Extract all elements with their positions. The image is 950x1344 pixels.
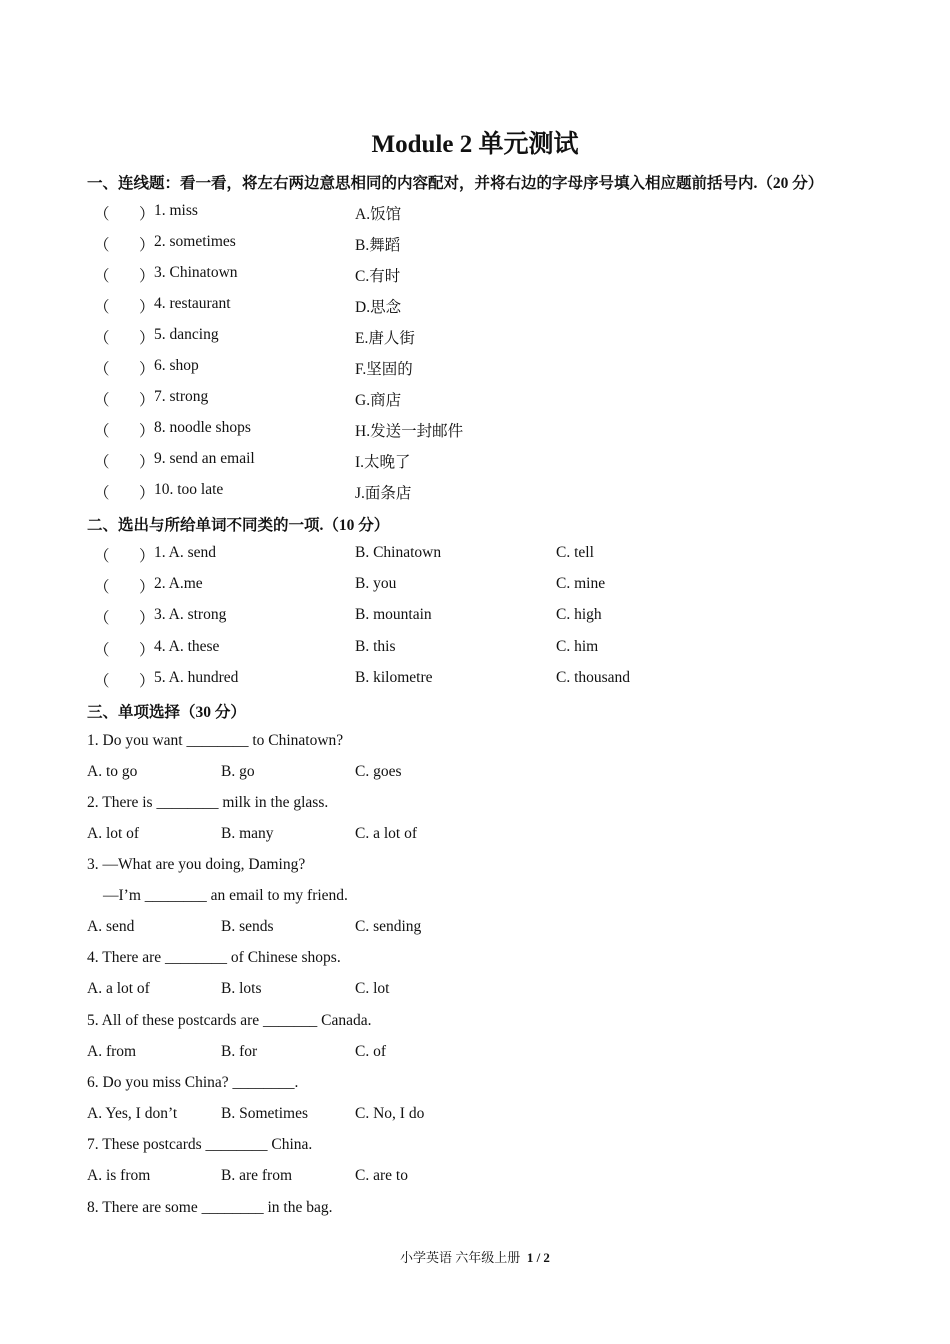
option-a: A. to go bbox=[87, 763, 138, 780]
matching-item: 3. Chinatown bbox=[154, 264, 238, 281]
option-b: B. Sometimes bbox=[221, 1105, 308, 1122]
matching-item: 6. shop bbox=[154, 357, 199, 374]
matching-answer: B.舞蹈 bbox=[355, 237, 401, 254]
question-text: 5. All of these postcards are _______ Canada. bbox=[87, 1012, 372, 1029]
option-b: B. you bbox=[355, 575, 397, 592]
answer-paren-close: ） bbox=[139, 361, 155, 378]
matching-item: 8. noodle shops bbox=[154, 419, 251, 436]
option-a: 3. A. strong bbox=[154, 606, 227, 623]
option-b: B. for bbox=[221, 1043, 258, 1060]
answer-paren-close: ） bbox=[139, 423, 155, 440]
answer-paren-open: （ bbox=[94, 673, 110, 690]
option-c: C. lot bbox=[355, 980, 390, 997]
matching-item: 1. miss bbox=[154, 202, 198, 219]
option-a: A. lot of bbox=[87, 825, 140, 842]
option-c: C. him bbox=[556, 638, 599, 655]
option-c: C. of bbox=[355, 1043, 386, 1060]
answer-paren-close: ） bbox=[139, 579, 155, 596]
option-c: C. No, I do bbox=[355, 1105, 425, 1122]
answer-paren-close: ） bbox=[139, 454, 155, 471]
option-b: B. lots bbox=[221, 980, 262, 997]
option-a: A. a lot of bbox=[87, 980, 150, 997]
option-a: 1. A. send bbox=[154, 544, 216, 561]
answer-paren-open: （ bbox=[94, 642, 110, 659]
answer-paren-open: （ bbox=[94, 361, 110, 378]
answer-paren-open: （ bbox=[94, 485, 110, 502]
question-text: 1. Do you want ________ to Chinatown? bbox=[87, 732, 344, 749]
option-c: C. high bbox=[556, 606, 602, 623]
option-b: B. mountain bbox=[355, 606, 432, 623]
option-c: C. goes bbox=[355, 763, 402, 780]
answer-paren-close: ） bbox=[139, 392, 155, 409]
page-footer bbox=[0, 1247, 950, 1266]
matching-item: 10. too late bbox=[154, 481, 224, 498]
matching-item: 7. strong bbox=[154, 388, 209, 405]
answer-paren-close: ） bbox=[139, 206, 155, 223]
option-c: C. thousand bbox=[556, 669, 631, 686]
answer-paren-open: （ bbox=[94, 579, 110, 596]
question-text-line-2: —I’m ________ an email to my friend. bbox=[103, 887, 348, 904]
question-text: 8. There are some ________ in the bag. bbox=[87, 1199, 333, 1216]
option-a: 2. A.me bbox=[154, 575, 203, 592]
matching-answer: J.面条店 bbox=[355, 485, 412, 502]
option-b: B. go bbox=[221, 763, 255, 780]
matching-answer: G.商店 bbox=[355, 392, 402, 409]
option-b: B. many bbox=[221, 825, 274, 842]
option-c: C. a lot of bbox=[355, 825, 417, 842]
matching-item: 5. dancing bbox=[154, 326, 219, 343]
question-text: 7. These postcards ________ China. bbox=[87, 1136, 313, 1153]
question-text: 6. Do you miss China? ________. bbox=[87, 1074, 299, 1091]
answer-paren-open: （ bbox=[94, 423, 110, 440]
matching-answer: A.饭馆 bbox=[355, 206, 402, 223]
question-text: 4. There are ________ of Chinese shops. bbox=[87, 949, 341, 966]
question-text: 3. —What are you doing, Daming? bbox=[87, 856, 306, 873]
answer-paren-close: ） bbox=[139, 610, 155, 627]
option-c: C. sending bbox=[355, 918, 422, 935]
option-c: C. tell bbox=[556, 544, 594, 561]
section-3-title: 三、单项选择（30 分） bbox=[87, 704, 246, 721]
matching-answer: C.有时 bbox=[355, 268, 401, 285]
answer-paren-close: ） bbox=[139, 268, 155, 285]
option-b: B. this bbox=[355, 638, 396, 655]
answer-paren-open: （ bbox=[94, 610, 110, 627]
answer-paren-close: ） bbox=[139, 673, 155, 690]
option-c: C. are to bbox=[355, 1167, 408, 1184]
footer-text: 小学英语 六年级上册 bbox=[400, 1250, 521, 1265]
question-text: 2. There is ________ milk in the glass. bbox=[87, 794, 329, 811]
matching-answer: E.唐人街 bbox=[355, 330, 415, 347]
option-a: A. from bbox=[87, 1043, 137, 1060]
answer-paren-open: （ bbox=[94, 330, 110, 347]
option-a: A. is from bbox=[87, 1167, 151, 1184]
answer-paren-close: ） bbox=[139, 548, 155, 565]
page-title: Module 2 单元测试 bbox=[371, 131, 579, 158]
answer-paren-open: （ bbox=[94, 206, 110, 223]
answer-paren-close: ） bbox=[139, 330, 155, 347]
section-2-title: 二、选出与所给单词不同类的一项.（10 分） bbox=[87, 517, 390, 534]
answer-paren-open: （ bbox=[94, 268, 110, 285]
answer-paren-open: （ bbox=[94, 237, 110, 254]
option-b: B. kilometre bbox=[355, 669, 433, 686]
matching-item: 4. restaurant bbox=[154, 295, 231, 312]
option-a: 5. A. hundred bbox=[154, 669, 239, 686]
option-a: 4. A. these bbox=[154, 638, 220, 655]
answer-paren-close: ） bbox=[139, 642, 155, 659]
matching-answer: H.发送一封邮件 bbox=[355, 423, 464, 440]
matching-item: 2. sometimes bbox=[154, 233, 236, 250]
option-b: B. Chinatown bbox=[355, 544, 442, 561]
matching-item: 9. send an email bbox=[154, 450, 255, 467]
answer-paren-close: ） bbox=[139, 237, 155, 254]
answer-paren-open: （ bbox=[94, 299, 110, 316]
option-a: A. Yes, I don’t bbox=[87, 1105, 178, 1122]
matching-answer: F.坚固的 bbox=[355, 361, 413, 378]
option-c: C. mine bbox=[556, 575, 606, 592]
section-1-title: 一、连线题：看一看，将左右两边意思相同的内容配对，并将右边的字母序号填入相应题前括号内.（20 分） bbox=[87, 175, 824, 192]
option-a: A. send bbox=[87, 918, 135, 935]
answer-paren-close: ） bbox=[139, 299, 155, 316]
answer-paren-close: ） bbox=[139, 485, 155, 502]
answer-paren-open: （ bbox=[94, 454, 110, 471]
matching-answer: D.思念 bbox=[355, 299, 402, 316]
option-b: B. sends bbox=[221, 918, 274, 935]
answer-paren-open: （ bbox=[94, 548, 110, 565]
page-number: 1 / 2 bbox=[526, 1250, 550, 1265]
option-b: B. are from bbox=[221, 1167, 293, 1184]
matching-answer: I.太晚了 bbox=[355, 454, 411, 471]
answer-paren-open: （ bbox=[94, 392, 110, 409]
